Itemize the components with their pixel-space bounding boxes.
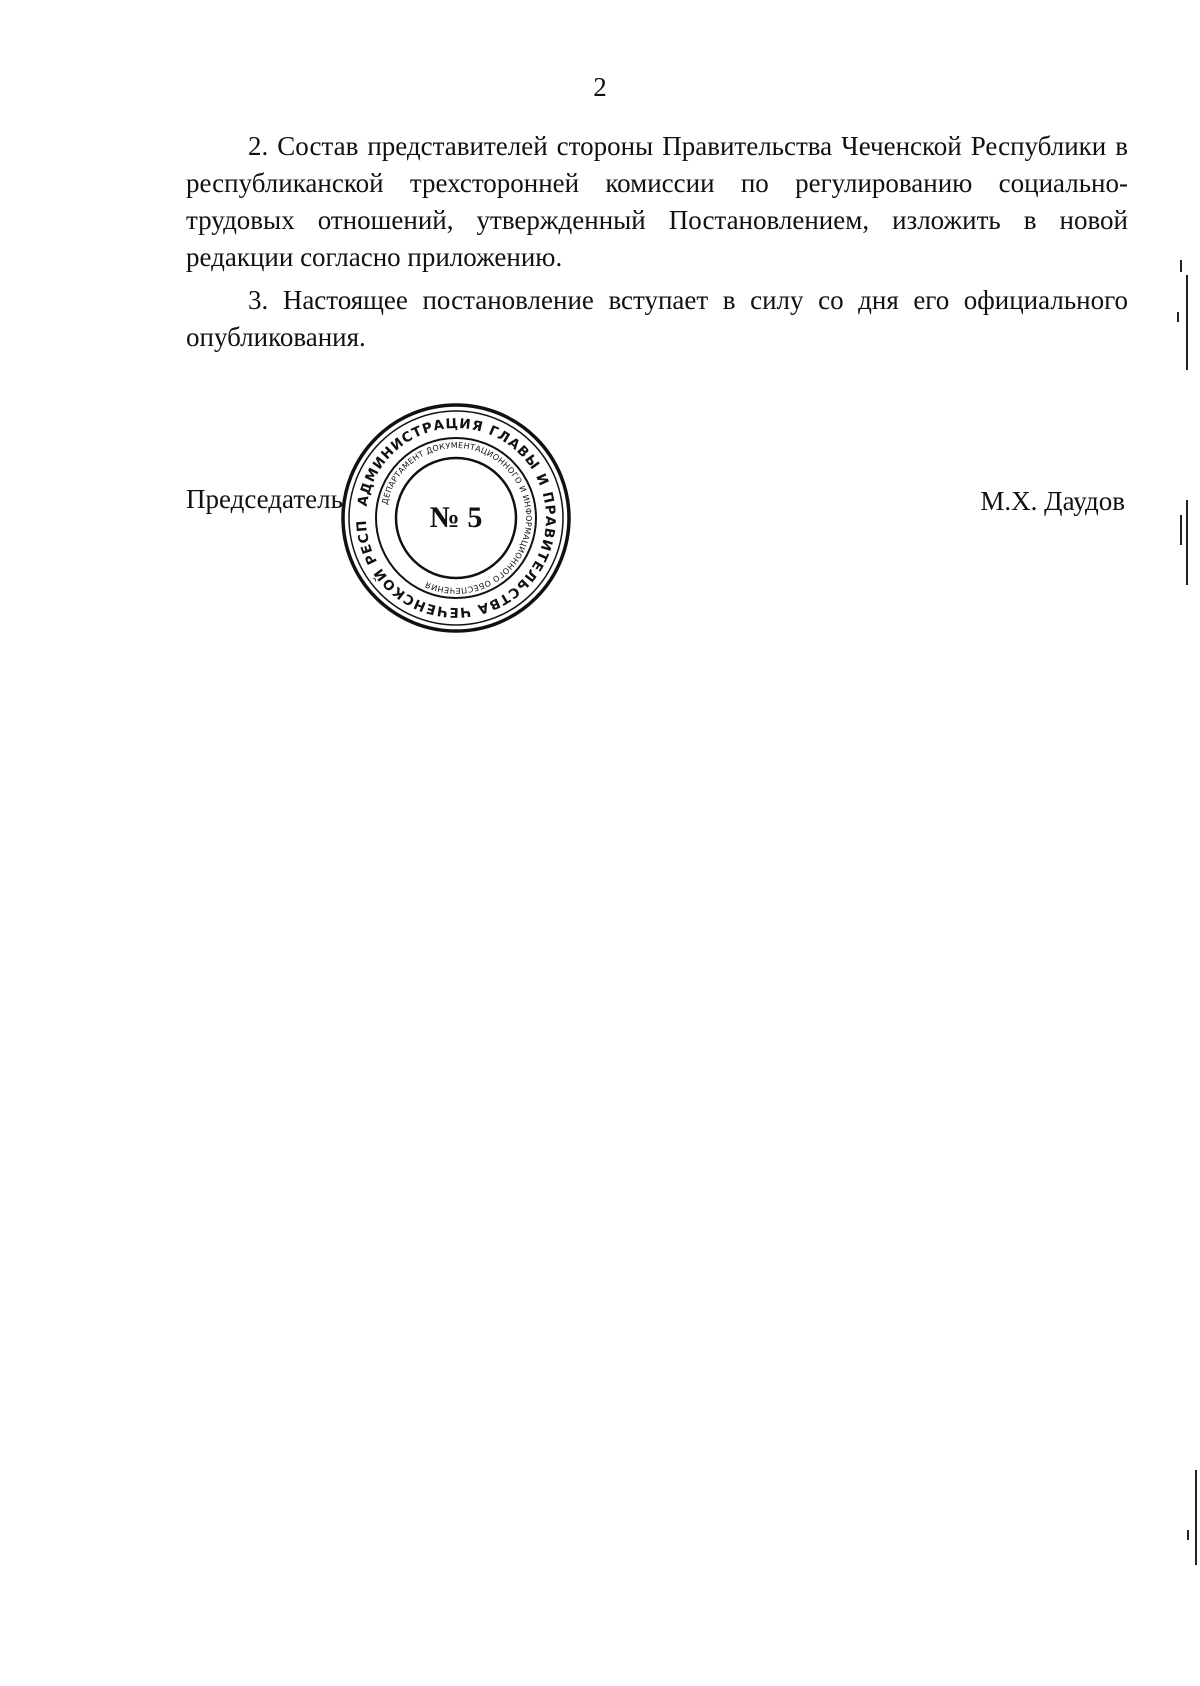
paragraph-2: 2. Состав представителей стороны Правительства Чеченской Республики в республиканской трехсторонней комиссии по регулированию социально-трудовых отношений, утвержденный Постановлением, изложить в новой редакции согласно приложению.	[186, 131, 1128, 272]
seal-outer-text: АДМИНИСТРАЦИЯ ГЛАВЫ И ПРАВИТЕЛЬСТВА ЧЕЧЕНСКОЙ РЕСП	[353, 415, 559, 621]
scan-edge-mark	[1195, 1470, 1197, 1565]
official-seal	[340, 402, 572, 634]
seal-graphic	[340, 402, 572, 634]
svg-text:ДЕПАРТАМЕНТ ДОКУМЕНТАЦИОННОГО	[380, 441, 533, 595]
scan-edge-mark	[1180, 260, 1182, 272]
scan-edge-mark	[1177, 312, 1179, 322]
seal-inner-text: ДЕПАРТАМЕНТ ДОКУМЕНТАЦИОННОГО И ИНФОРМАЦИОННОГО ОБЕСПЕЧЕНИЯ	[380, 440, 534, 596]
paragraph-3: 3. Настоящее постановление вступает в силу со дня его официального опубликования.	[186, 285, 1128, 352]
signature-title: Председатель	[186, 484, 343, 514]
scan-edge-mark	[1180, 515, 1182, 545]
scan-edge-mark	[1186, 275, 1188, 370]
scan-edge-mark	[1186, 500, 1188, 585]
scan-edge-mark	[1187, 1530, 1189, 1540]
seal-number: № 5	[429, 501, 483, 534]
page-number: 2	[593, 72, 607, 102]
signatory-name: М.Х. Даудов	[980, 486, 1125, 516]
